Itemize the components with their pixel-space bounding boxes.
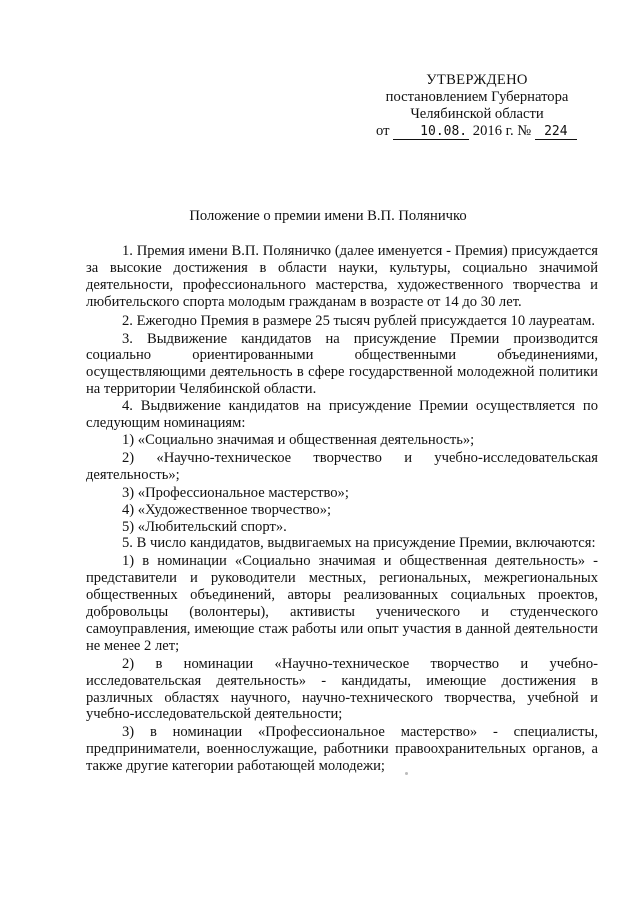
paragraph: 3. Выдвижение кандидатов на присуждение Премии производится социально ориентированными общественными объединениями, осуществляющими деятельность в сфере государственной молодежной политики на территории Челябинской области.	[86, 330, 598, 398]
list-item: 2) в номинации «Научно-техническое творчество и учебно-исследовательская деятельность» - кандидаты, имеющие достижения в различных областях научного, научно-технического творчества, учебной и учебно-исследовательской деятельности;	[86, 655, 598, 723]
approval-line-2: Челябинской области	[410, 106, 544, 122]
approval-date-line	[376, 123, 582, 140]
approval-number-field: 224	[535, 125, 577, 140]
approval-line-1: постановлением Губернатора	[385, 89, 569, 105]
list-item: 2) «Научно-техническое творчество и учебно-исследовательская деятельность»;	[86, 449, 598, 483]
paragraph: 1. Премия имени В.П. Поляничко (далее именуется - Премия) присуждается за высокие достижения в области науки, культуры, социально значимой деятельности, профессионального мастерства, художественного творчества и любительского спорта молодым гражданам в возрасте от 14 до 30 лет.	[86, 243, 598, 310]
paragraph: 5. В число кандидатов, выдвигаемых на присуждение Премии, включаются:	[122, 535, 596, 552]
document-body	[86, 243, 598, 775]
list-item: 4) «Художественное творчество»;	[122, 501, 332, 518]
document-title: Положение о премии имени В.П. Поляничко	[189, 208, 467, 224]
paragraph: 4. Выдвижение кандидатов на присуждение Премии осуществляется по следующим номинациям:	[86, 398, 598, 432]
approval-year: 2016 г. №	[472, 123, 532, 139]
scan-speck	[405, 772, 408, 775]
approval-date-prefix: от	[376, 123, 390, 139]
paragraph: 2. Ежегодно Премия в размере 25 тысяч рублей присуждается 10 лауреатам.	[122, 312, 596, 329]
approval-title: УТВЕРЖДЕНО	[426, 72, 528, 88]
approval-date-field: 10.08.	[393, 125, 469, 140]
list-item: 1) «Социально значимая и общественная деятельность»;	[122, 431, 475, 448]
list-item: 1) в номинации «Социально значимая и общественная деятельность» - представители и руководители местных, региональных, межрегиональных общественных объединений, авторы реализованных социальных проектов, добровольцы (волонтеры), активисты ученического и студенческого самоуправления, имеющие стаж работы или опыт участия в данной деятельности не менее 2 лет;	[86, 553, 598, 654]
list-item: 5) «Любительский спорт».	[122, 518, 287, 535]
approval-stamp	[372, 72, 582, 140]
list-item: 3) «Профессиональное мастерство»;	[122, 484, 349, 501]
list-item: 3) в номинации «Профессиональное мастерство» - специалисты, предприниматели, военнослужащие, работники правоохранительных органов, а также другие категории работающей молодежи;	[86, 724, 598, 775]
